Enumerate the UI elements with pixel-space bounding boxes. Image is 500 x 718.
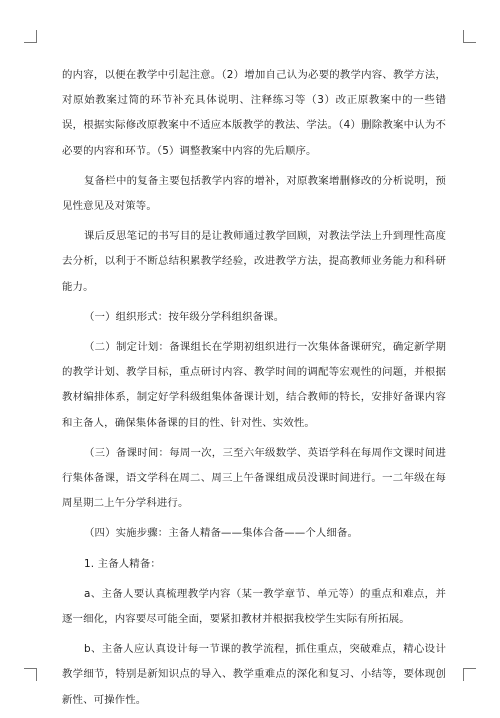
paragraph-lead-preparer-heading: 1. 主备人精备： — [84, 557, 161, 570]
crop-mark-bottom-right — [463, 668, 476, 681]
crop-mark-bottom-left — [24, 668, 37, 681]
paragraph-organization-form: （一）组织形式：按年级分学科组织备课。 — [84, 310, 285, 323]
paragraph-lesson-prep-time: （三）备课时间：每周一次，三至六年级数学、英语学科在每周作文课时间进行集体备课，语文学科在周二、周三上午备课组成员没课时间进行。一二年级在每周星期二上午分学科进行。 — [62, 446, 446, 510]
paragraph-implementation-steps: （四）实施步骤：主备人精备——集体合备——个人细备。 — [84, 527, 359, 540]
paragraph-item-b: b、主备人应认真设计每一节课的教学流程，抓住重点，突破难点，精心设计教学细节，特别是新知识点的导入、教学重难点的深化和复习、小结等，要体现创新性、可操作性。 — [62, 643, 446, 706]
crop-mark-top-left — [24, 30, 37, 43]
document-body — [62, 63, 446, 718]
crop-mark-top-right — [463, 30, 476, 43]
paragraph-review-column: 复备栏中的复备主要包括教学内容的增补，对原教案增删修改的分析说明，预见性意见及对策等。 — [62, 174, 446, 213]
paragraph-item-a: a、主备人要认真梳理教学内容（某一教学章节、单元等）的重点和难点，并逐一细化，内容要尽可能全面，要紧扣教材并根据我校学生实际有所拓展。 — [62, 587, 446, 626]
paragraph-teaching-plan-revisions: 的内容，以便在教学中引起注意。（2）增加自己认为必要的教学内容、教学方法，对原始教案过简的环节补充具体说明、注释练习等（3）改正原教案中的一些错误，根据实际修改原教案中不适应本版教学的教法、学法。（4）删除教案中认为不必要的内容和环节。（5）调整教案中内容的先后顺序。 — [62, 69, 446, 157]
paragraph-reflection-notes: 课后反思笔记的书写目的是让教师通过教学回顾，对教法学法上升到理性高度去分析，以利于不断总结积累教学经验，改进教学方法，提高教师业务能力和科研能力。 — [62, 230, 446, 293]
paragraph-plan-making: （二）制定计划：备课组长在学期初组织进行一次集体备课研究，确定新学期的教学计划、教学目标，重点研讨内容、教学时间的调配等宏观性的问题，并根据教材编排体系，制定好学科级组集体备课计划，结合教师的特长，安排好备课内容和主备人，确保集体备课的目的性、针对性、实效性。 — [62, 341, 446, 429]
